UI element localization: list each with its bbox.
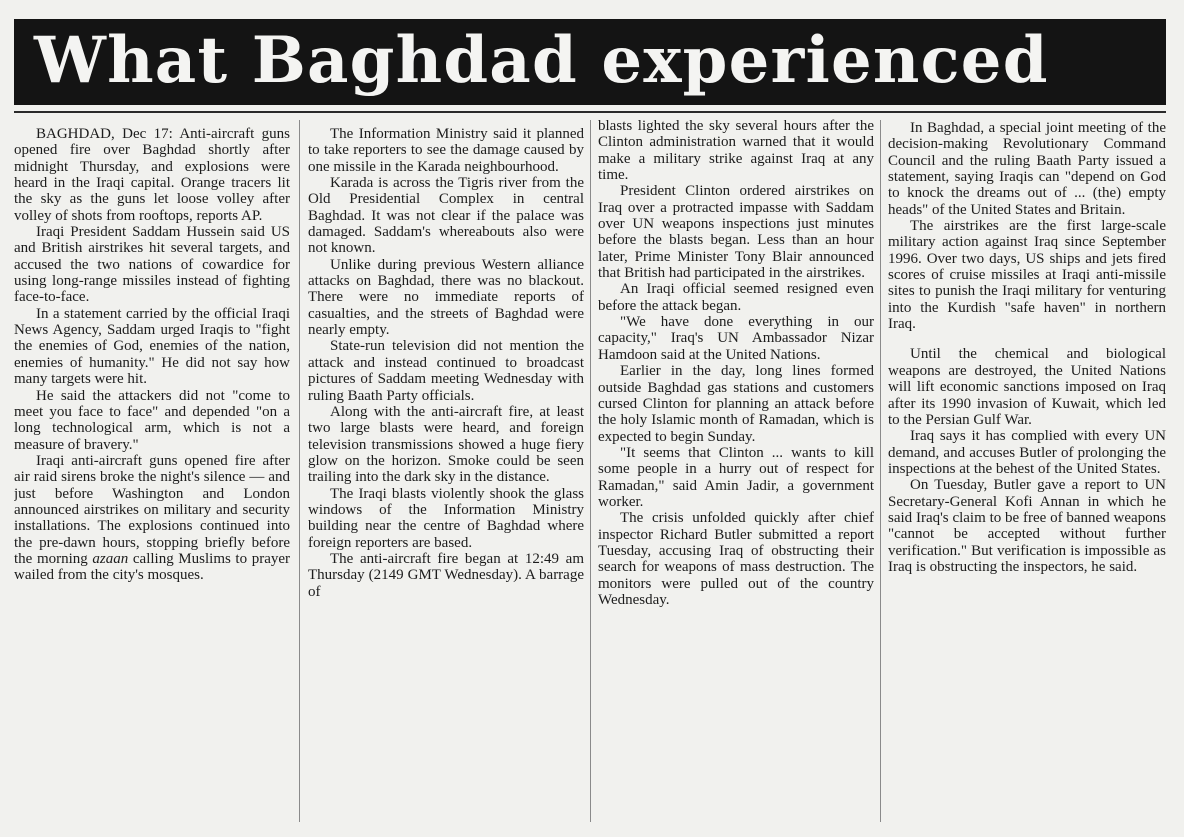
column-divider — [590, 120, 591, 822]
article-paragraph: In a statement carried by the official Iraqi News Agency, Saddam urged Iraqis to "fight the enemies of God, enemies of the nation, enemies of humanity." He did not say how many targets were hit. — [14, 305, 290, 388]
article-column-2 — [308, 126, 584, 837]
article-paragraph: blasts lighted the sky several hours after the Clinton administration warned that it would make a military strike against Iraq at any time. — [598, 118, 874, 184]
article-paragraph: The Information Ministry said it planned to take reporters to see the damage caused by one missile in the Karada neighbourhood. — [308, 126, 584, 175]
italic-term: azaan — [92, 550, 129, 567]
headline: What Baghdad experienced — [34, 23, 1049, 98]
article-paragraph: Iraq says it has complied with every UN demand, and accuses Butler of prolonging the inspections at the behest of the United States. — [888, 428, 1166, 477]
article-paragraph: BAGHDAD, Dec 17: Anti-aircraft guns opened fire over Baghdad shortly after midnight Thursday, and explosions were heard in the Iraqi capital. Orange tracers lit the sky as the guns let loose volley after volley of shots from rooftops, reports AP. — [14, 126, 290, 224]
headline-rule — [14, 111, 1166, 113]
column-divider — [299, 120, 300, 822]
article-paragraph: The crisis unfolded quickly after chief inspector Richard Butler submitted a report Tuesday, accusing Iraq of obstructing their search for weapons of mass destruction. The monitors were pulled out of the country Wednesday. — [598, 510, 874, 608]
article-paragraph: On Tuesday, Butler gave a report to UN Secretary-General Kofi Annan in which he said Iraq's claim to be free of banned weapons "cannot be accepted without further verification." But verification is impossible as Iraq is obstructing the inspectors, he said. — [888, 477, 1166, 575]
article-paragraph: Along with the anti-aircraft fire, at least two large blasts were heard, and foreign television transmissions showed a huge fiery glow on the horizon. Smoke could be seen trailing into the dark sky in the distance. — [308, 403, 584, 486]
paragraph-text: Iraqi anti-aircraft guns opened fire after air raid sirens broke the night's silence — and just before Washington and London announced airstrikes on military and security installations. The explosions continued into the pre-dawn hours, stopping briefly before the morning — [14, 452, 290, 567]
article-paragraph: An Iraqi official seemed resigned even before the attack began. — [598, 281, 874, 314]
article-paragraph: He said the attackers did not "come to meet you face to face" and depended "on a long technological arm, which is not a measure of bravery." — [14, 387, 290, 453]
article-paragraph: "It seems that Clinton ... wants to kill some people in a hurry out of respect for Ramadan," said Amin Jadir, a government worker. — [598, 444, 874, 510]
headline-banner — [14, 19, 1166, 105]
column-divider — [880, 120, 881, 822]
article-paragraph — [14, 453, 290, 584]
article-paragraph: Karada is across the Tigris river from the Old Presidential Complex in central Baghdad. It was not clear if the palace was damaged. Saddam's whereabouts also were not known. — [308, 175, 584, 257]
article-paragraph: In Baghdad, a special joint meeting of the decision-making Revolutionary Command Council and the ruling Baath Party issued a statement, saying Iraqis can "depend on God to knock the dreams out of ... (the) empty heads" of the United States and Britain. — [888, 120, 1166, 218]
article-paragraph: The anti-aircraft fire began at 12:49 am Thursday (2149 GMT Wednesday). A barrage of — [308, 550, 584, 600]
article-paragraph: Earlier in the day, long lines formed outside Baghdad gas stations and customers cursed Clinton for planning an attack before the holy Islamic month of Ramadan, which is expected to begin Sunday. — [598, 363, 874, 445]
article-paragraph: The Iraqi blasts violently shook the glass windows of the Information Ministry building near the centre of Baghdad where foreign reporters are based. — [308, 485, 584, 551]
article-column-4 — [888, 120, 1166, 832]
article-paragraph: "We have done everything in our capacity," Iraq's UN Ambassador Nizar Hamdoon said at the United Nations. — [598, 314, 874, 363]
article-paragraph: State-run television did not mention the attack and instead continued to broadcast pictures of Saddam meeting Wednesday with ruling Baath Party officials. — [308, 338, 584, 404]
article-paragraph: Until the chemical and biological weapons are destroyed, the United Nations will lift economic sanctions imposed on Iraq after its 1990 invasion of Kuwait, which led to the Persian Gulf War. — [888, 346, 1166, 428]
article-paragraph: The airstrikes are the first large-scale military action against Iraq since September 1996. Over two days, US ships and jets fired scores of cruise missiles at Iraqi anti-missile sites to punish the Iraqi military for venturing into the Kurdish "safe haven" in northern Iraq. — [888, 218, 1166, 333]
article-paragraph: Iraqi President Saddam Hussein said US and British airstrikes hit several targets, and accused the two nations of cowardice for using long-range missiles instead of fighting face-to-face. — [14, 224, 290, 306]
article-column-1 — [14, 126, 290, 837]
paragraph-text: calling Muslims to prayer wailed from the city's mosques. — [14, 550, 290, 584]
article-paragraph: Unlike during previous Western alliance attacks on Baghdad, there was no blackout. There were no immediate reports of casualties, and the streets of Baghdad were nearly empty. — [308, 256, 584, 339]
article-column-3 — [598, 118, 874, 830]
article-paragraph: President Clinton ordered airstrikes on Iraq over a protracted impasse with Saddam over UN weapons inspections just minutes before the blasts began. Less than an hour later, Prime Minister Tony Blair announced that British had participated in the airstrikes. — [598, 183, 874, 282]
